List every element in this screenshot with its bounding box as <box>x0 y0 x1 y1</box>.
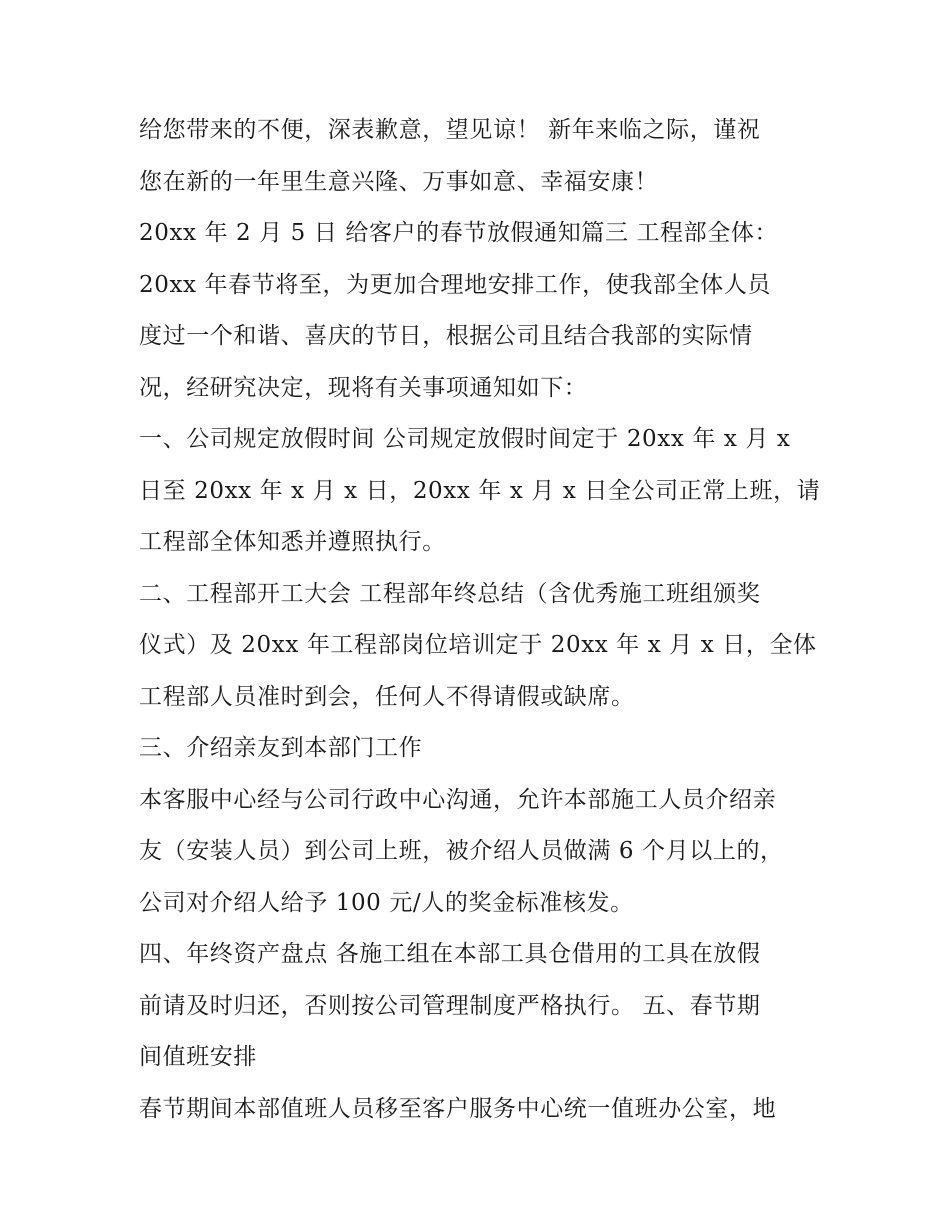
text-line: 二、工程部开工大会 工程部年终总结（含优秀施工班组颁奖 <box>139 580 761 607</box>
text-line: 度过一个和谐、喜庆的节日，根据公司且结合我部的实际情 <box>139 323 753 349</box>
document-body <box>139 105 829 1135</box>
text-line: 春节期间本部值班人员移至客户服务中心统一值班办公室，地 <box>139 1095 777 1122</box>
text-line: 20xx 年春节将至，为更加合理地安排工作，使我部全体人员 <box>139 271 771 298</box>
text-line: 20xx 年 2 月 5 日 给客户的春节放假通知篇三 工程部全体： <box>139 220 779 246</box>
text-line: 日至 20xx 年 x 月 x 日，20xx 年 x 月 x 日全公司正常上班，请 <box>139 477 821 504</box>
text-line: 前请及时归还，否则按公司管理制度严格执行。 五、春节期 <box>139 992 761 1019</box>
text-line: 仪式）及 20xx 年工程部岗位培训定于 20xx 年 x 月 x 日，全体 <box>139 632 817 658</box>
text-line: 间值班安排 <box>139 1044 257 1070</box>
text-line: 本客服中心经与公司行政中心沟通，允许本部施工人员介绍亲 <box>139 786 777 813</box>
text-line: 四、年终资产盘点 各施工组在本部工具仓借用的工具在放假 <box>139 941 761 967</box>
text-line: 工程部全体知悉并遵照执行。 <box>139 529 446 555</box>
text-line: 况，经研究决定，现将有关事项通知如下： <box>139 374 588 401</box>
text-line: 三、介绍亲友到本部门工作 <box>139 735 423 761</box>
text-line: 工程部人员准时到会，任何人不得请假或缺席。 <box>139 683 635 710</box>
text-line: 公司对介绍人给予 100 元/人的奖金标准核发。 <box>139 889 634 916</box>
text-line: 您在新的一年里生意兴隆、万事如意、幸福安康！ <box>139 168 659 195</box>
text-line: 给您带来的不便，深表歉意，望见谅！ 新年来临之际，谨祝 <box>139 117 761 143</box>
text-line: 一、公司规定放假时间 公司规定放假时间定于 20xx 年 x 月 x <box>139 426 791 452</box>
text-line: 友（安装人员）到公司上班，被介绍人员做满 6 个月以上的， <box>139 838 784 864</box>
